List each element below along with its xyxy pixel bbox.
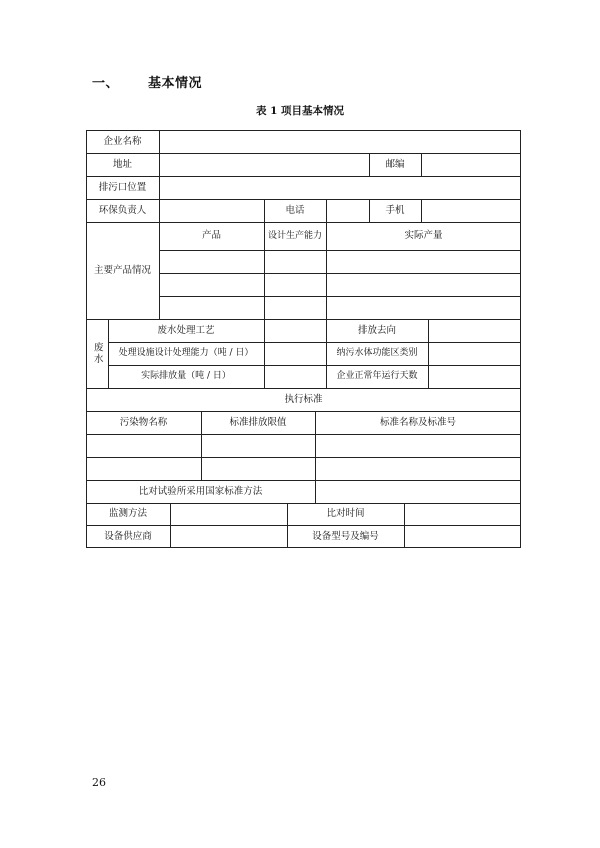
supplier-field[interactable] — [170, 525, 287, 548]
address-label: 地址 — [112, 158, 132, 170]
address-field[interactable] — [159, 153, 369, 176]
capacity-field-3[interactable] — [264, 296, 326, 319]
phone-label: 电话 — [285, 204, 305, 216]
postcode-field[interactable] — [421, 153, 521, 176]
product-header: 产品 — [201, 230, 221, 242]
limit-field-2[interactable] — [201, 457, 315, 480]
standard-field-1[interactable] — [315, 434, 521, 457]
comparison-method-label: 比对试验所采用国家标准方法 — [138, 485, 263, 497]
actual-discharge-label: 实际排放量（吨 / 日） — [141, 371, 231, 382]
wastewater-label: 废水 — [91, 342, 103, 365]
section-number: 一、 — [92, 76, 120, 91]
annual-operating-days-label: 企业正常年运行天数 — [336, 371, 418, 382]
outlet-location-field[interactable] — [159, 176, 521, 199]
output-field-2[interactable] — [326, 273, 521, 296]
comparison-method-field[interactable] — [315, 480, 521, 503]
section-heading — [92, 72, 202, 91]
treatment-process-label: 废水处理工艺 — [157, 324, 215, 336]
discharge-destination-label: 排放去向 — [357, 324, 396, 336]
company-name-label: 企业名称 — [103, 135, 142, 147]
phone-field[interactable] — [326, 199, 369, 222]
pollutant-name-header: 污染物名称 — [119, 416, 168, 428]
discharge-destination-field[interactable] — [428, 319, 521, 342]
company-name-field[interactable] — [159, 130, 521, 153]
output-field-3[interactable] — [326, 296, 521, 319]
comparison-time-field[interactable] — [404, 503, 521, 525]
supplier-label: 设备供应商 — [104, 530, 152, 542]
product-field-3[interactable] — [159, 296, 264, 319]
page-number: 26 — [92, 776, 106, 789]
monitoring-method-field[interactable] — [170, 503, 287, 525]
pollutant-field-1[interactable] — [86, 434, 201, 457]
model-no-field[interactable] — [404, 525, 521, 548]
capacity-field-2[interactable] — [264, 273, 326, 296]
receiving-water-class-label: 纳污水体功能区类别 — [336, 348, 418, 359]
output-field-1[interactable] — [326, 250, 521, 273]
env-manager-label: 环保负责人 — [98, 204, 147, 216]
design-treatment-capacity-label: 处理设施设计处理能力（吨 / 日） — [118, 348, 254, 359]
treatment-process-field[interactable] — [264, 319, 326, 342]
design-capacity-header: 设计生产能力 — [267, 230, 322, 241]
standard-name-header: 标准名称及标准号 — [379, 416, 456, 428]
product-field-1[interactable] — [159, 250, 264, 273]
capacity-field-1[interactable] — [264, 250, 326, 273]
comparison-time-label: 比对时间 — [326, 508, 365, 520]
postcode-label: 邮编 — [385, 158, 405, 170]
outlet-location-label: 排污口位置 — [98, 181, 147, 193]
main-products-label: 主要产品情况 — [93, 264, 151, 276]
mobile-label: 手机 — [385, 204, 405, 216]
design-treatment-capacity-field[interactable] — [264, 342, 326, 365]
annual-operating-days-field[interactable] — [428, 365, 521, 388]
monitoring-method-label: 监测方法 — [108, 508, 147, 520]
table-caption: 表 1 项目基本情况 — [255, 105, 345, 117]
pollutant-field-2[interactable] — [86, 457, 201, 480]
standard-field-2[interactable] — [315, 457, 521, 480]
model-no-label: 设备型号及编号 — [312, 530, 379, 542]
actual-discharge-field[interactable] — [264, 365, 326, 388]
product-field-2[interactable] — [159, 273, 264, 296]
receiving-water-class-field[interactable] — [428, 342, 521, 365]
env-manager-field[interactable] — [159, 199, 264, 222]
actual-output-header: 实际产量 — [404, 230, 443, 242]
mobile-field[interactable] — [421, 199, 521, 222]
limit-header: 标准排放限值 — [229, 416, 287, 428]
section-title: 基本情况 — [148, 76, 203, 91]
limit-field-1[interactable] — [201, 434, 315, 457]
standards-header: 执行标准 — [284, 393, 323, 405]
